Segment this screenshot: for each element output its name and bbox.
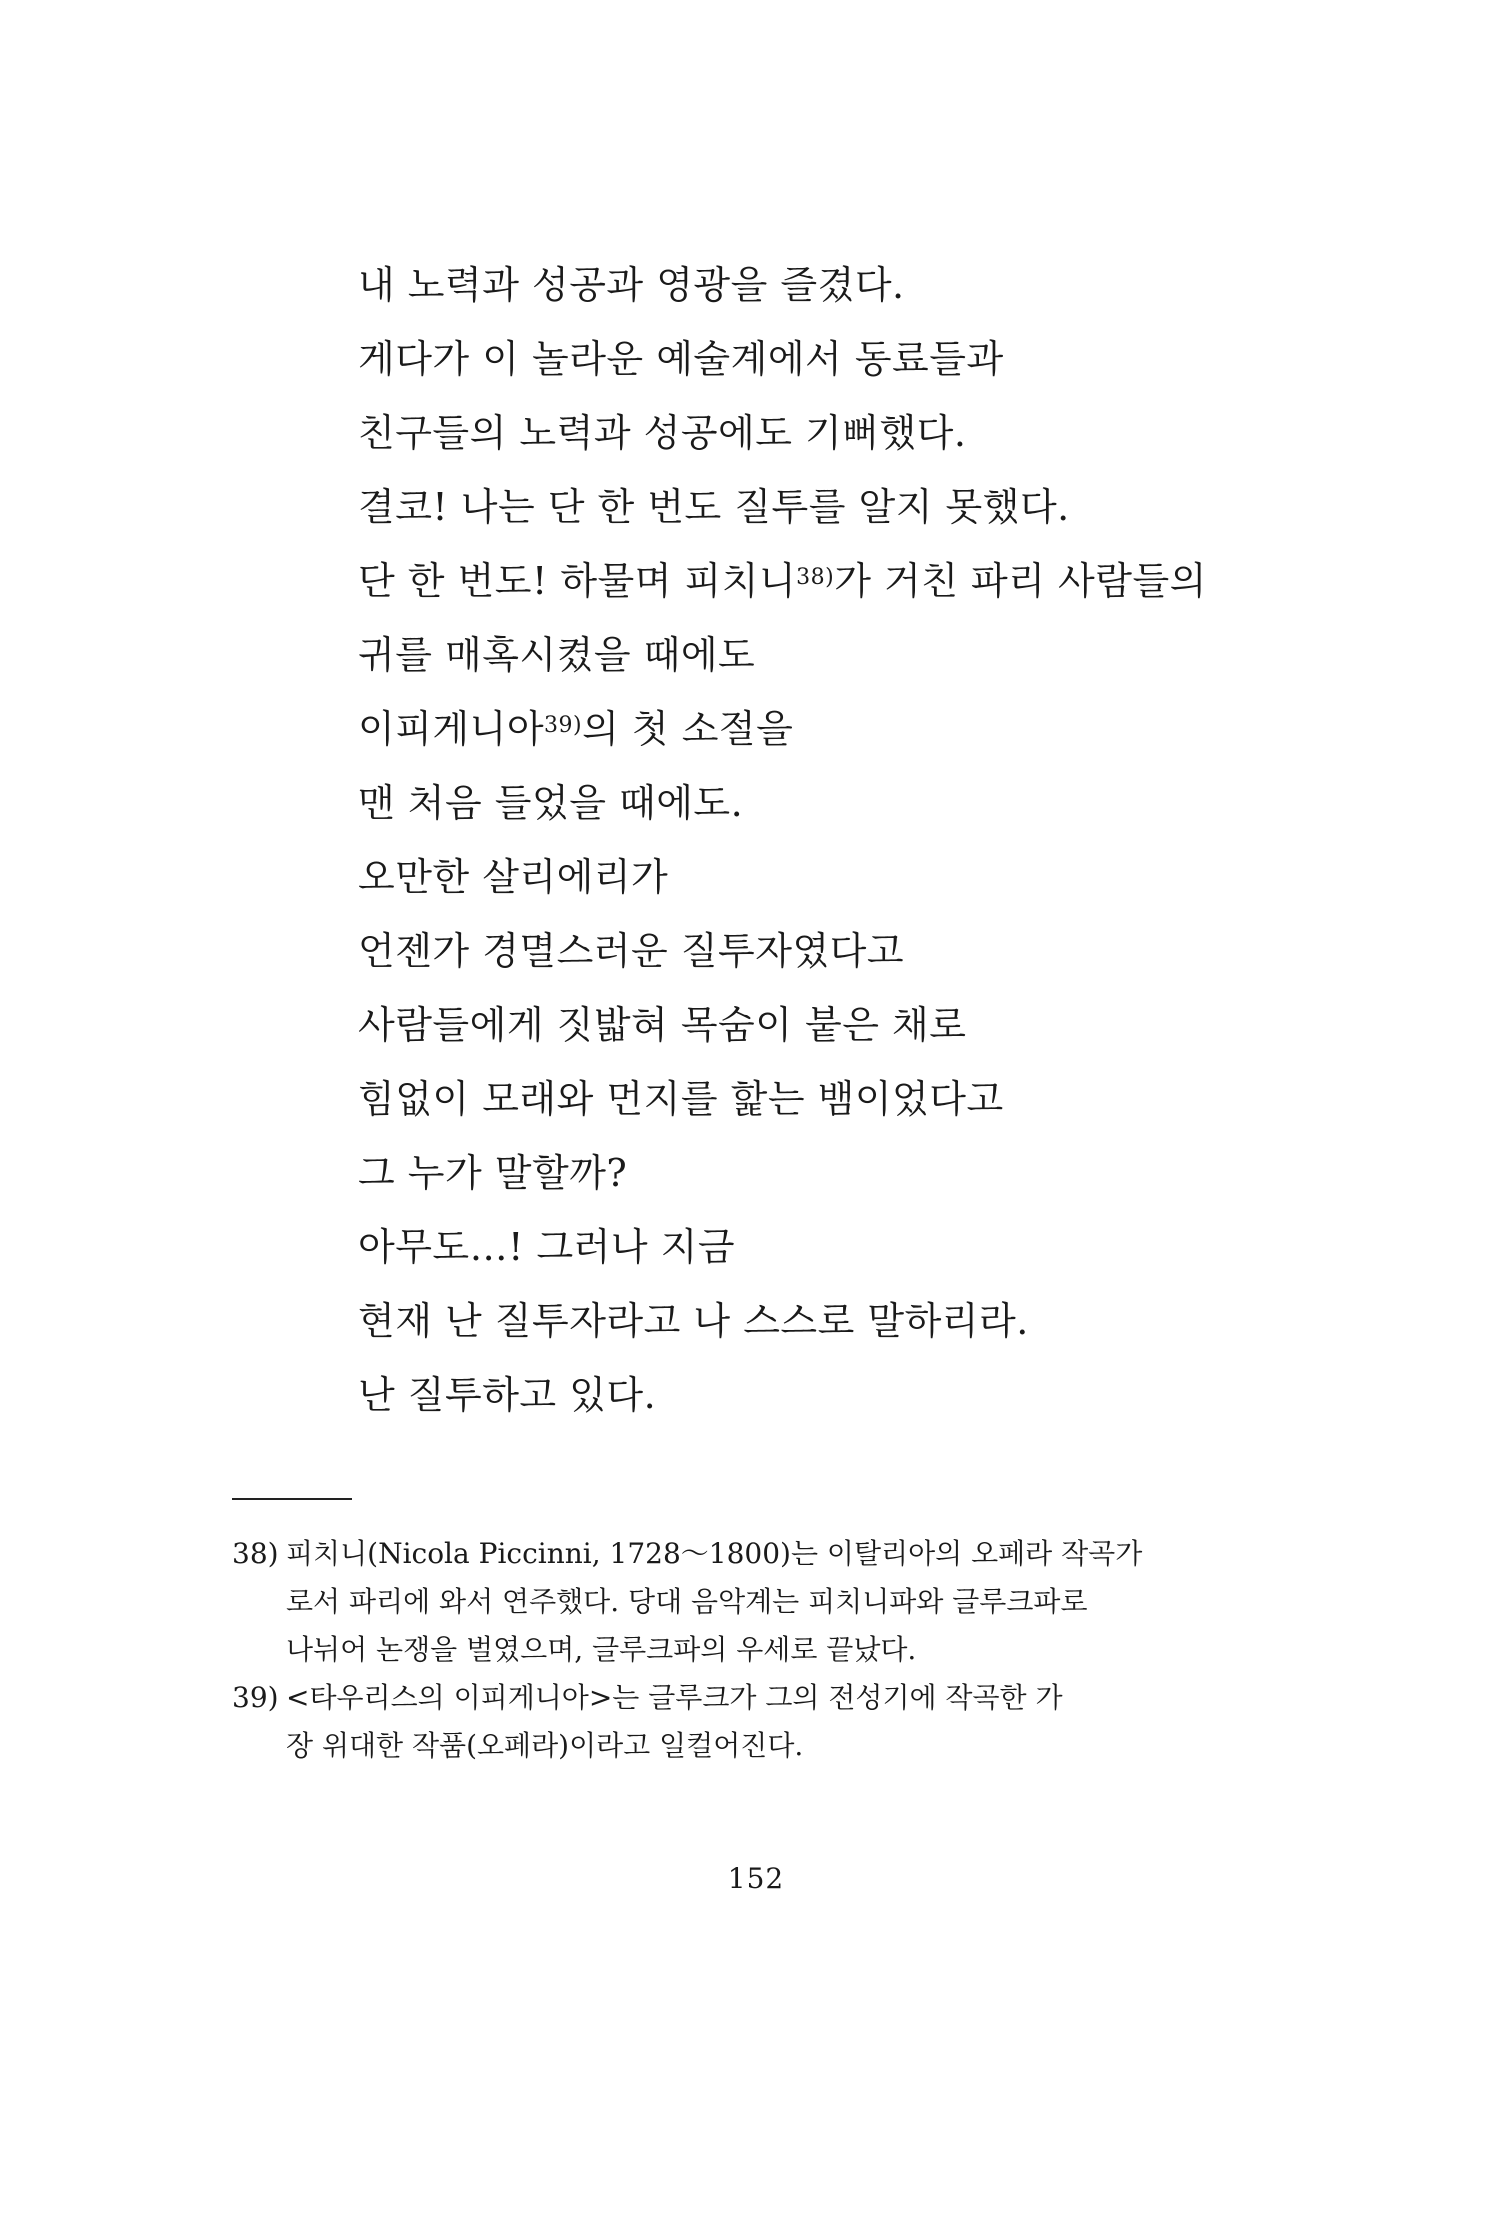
poem-line: 귀를 매혹시켰을 때에도 [358, 633, 756, 677]
footnote-divider [232, 1498, 352, 1500]
footnote-ref-39: 39) [544, 713, 583, 738]
footnote-line: 장 위대한 작품(오페라)이라고 일컬어진다. [286, 1729, 804, 1762]
footnote-number: 39) [232, 1681, 279, 1714]
footnote-number: 38) [232, 1537, 279, 1570]
poem-line: 친구들의 노력과 성공에도 기뻐했다. [358, 411, 967, 455]
footnote-ref-38: 38) [796, 565, 835, 590]
poem-line: 맨 처음 들었을 때에도. [358, 781, 744, 825]
footnote-line: 로서 파리에 와서 연주했다. 당대 음악계는 피치니파와 글루크파로 [286, 1585, 1088, 1618]
poem-line: 현재 난 질투자라고 나 스스로 말하리라. [358, 1299, 1029, 1343]
footnote-39 [232, 1674, 1292, 1770]
poem-line: 오만한 살리에리가 [358, 855, 669, 899]
footnotes [232, 1530, 1292, 1770]
footnote-line: <타우리스의 이피게니아>는 글루크가 그의 전성기에 작곡한 가 [286, 1681, 1063, 1714]
poem-line: 아무도…! 그러나 지금 [358, 1225, 736, 1269]
poem-line: 언젠가 경멸스러운 질투자였다고 [358, 929, 905, 973]
footnote-line: 나뉘어 논쟁을 벌였으며, 글루크파의 우세로 끝났다. [286, 1633, 917, 1666]
footnote-line: 피치니(Nicola Piccinni, 1728～1800)는 이탈리아의 오페라 작곡가 [286, 1537, 1143, 1570]
poem-line: 그 누가 말할까? [358, 1151, 628, 1195]
poem-body [358, 248, 1358, 1432]
page-number: 152 [727, 1862, 785, 1895]
poem-line: 사람들에게 짓밟혀 목숨이 붙은 채로 [358, 1003, 967, 1047]
poem-line: 게다가 이 놀라운 예술계에서 동료들과 [358, 337, 1004, 381]
poem-line: 단 한 번도! 하물며 피치니$^{38)}$가 거친 파리 사람들의 [358, 559, 1207, 603]
poem-line: 내 노력과 성공과 영광을 즐겼다. [358, 263, 905, 307]
poem-line: 힘없이 모래와 먼지를 핥는 뱀이었다고 [358, 1077, 1004, 1121]
footnote-38 [232, 1530, 1292, 1674]
poem-line: 난 질투하고 있다. [358, 1373, 657, 1417]
poem-line: 결코! 나는 단 한 번도 질투를 알지 못했다. [358, 485, 1070, 529]
poem-line: 이피게니아$^{39)}$의 첫 소절을 [358, 707, 794, 751]
